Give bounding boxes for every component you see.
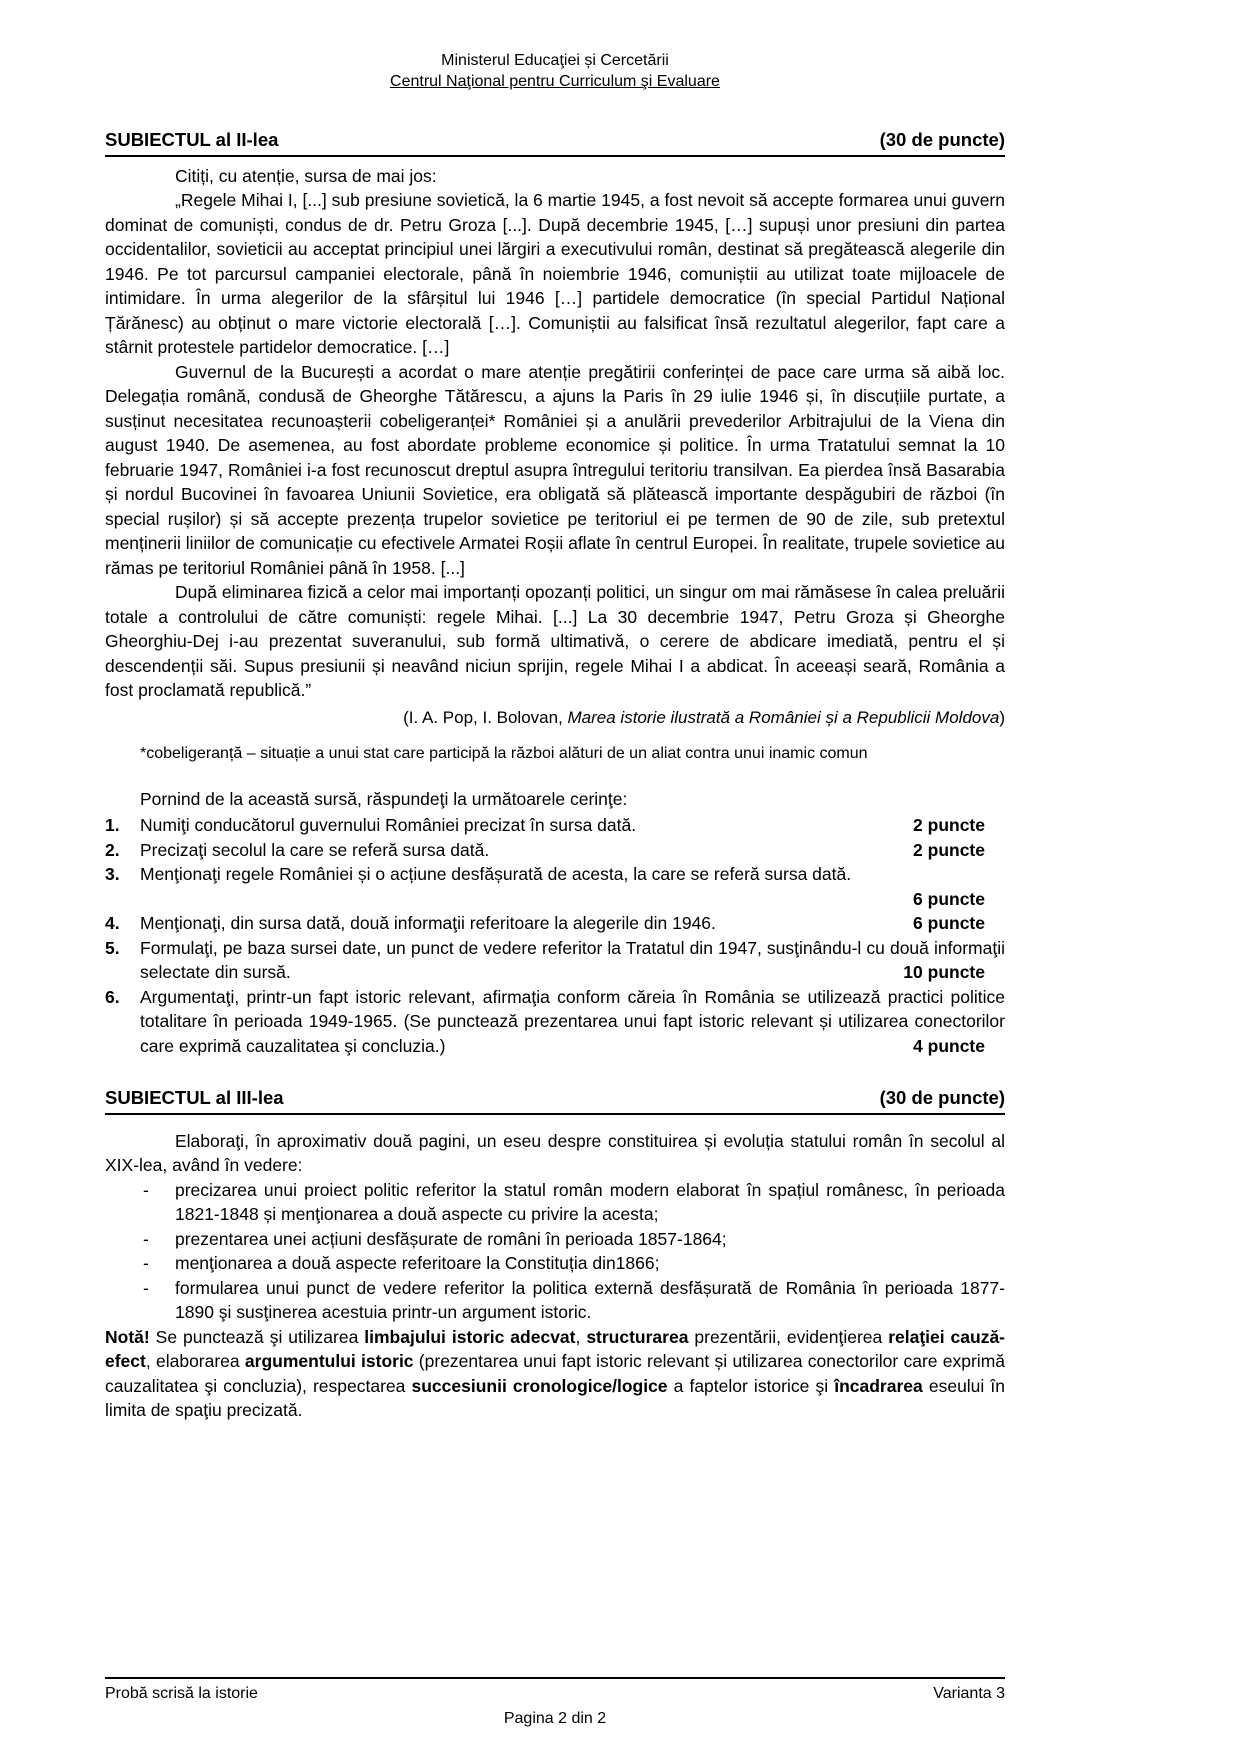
requirement-number: 6. <box>105 986 120 1007</box>
requirement-points: 2 puncte <box>913 815 985 835</box>
subject2-header <box>105 128 1005 157</box>
requirement-points: 6 puncte <box>913 913 985 933</box>
subject3-title: SUBIECTUL al III-lea <box>105 1087 284 1108</box>
requirement-body <box>140 911 1005 936</box>
requirement-text: Formulaţi, pe baza sursei date, un punct de vedere referitor la Tratatul din 1947, susţinându-l cu două informaţii selectate din sursă. <box>140 937 1005 982</box>
footer-variant: Varianta 3 <box>933 1685 1005 1702</box>
dash-glyph: - <box>143 1253 149 1273</box>
requirements-prompt: Pornind de la această sursă, răspundeţi la următoarele cerinţe: <box>140 788 628 809</box>
subject2-title: SUBIECTUL al II-lea <box>105 129 279 150</box>
center-name <box>105 71 1005 92</box>
subject3-intro: Elaboraţi, în aproximativ două pagini, un eseu despre constituirea și evoluția statului român în secolul al XIX-lea, având în vedere: <box>105 1130 1005 1175</box>
requirement-text: Numiţi conducătorul guvernului României precizat în sursa dată. <box>140 815 637 835</box>
center-name-text: Centrul Naţional pentru Curriculum şi Evaluare <box>390 73 720 90</box>
page-footer <box>105 1677 1005 1729</box>
source-paragraph-1: „Regele Mihai I, [...] sub presiune sovietică, la 6 martie 1945, a fost nevoit să accepte formarea unui guvern dominat de comuniști, condus de dr. Petru Groza [...]. După decembrie 1945, […] supuși unor presiuni din partea occidentalilor, sovieticii au acceptat principiul unei lărgiri a executivului român, destinat să pregătească alegerile din 1946. Pe tot parcursul campaniei electorale, până în noiembrie 1946, comuniștii au utilizat toate mijloacele de intimidare. În urma alegerilor de la sfârșitul lui 1946 […] partidele democratice (în special Partidul Național Țărănesc) au obținut o mare victorie electorală […]. Comuniștii au falsificat însă rezultatul alegerilor, fapt care a stârnit protestele partidelor democratice. […] <box>105 190 1005 357</box>
footer-exam-name: Probă scrisă la istorie <box>105 1685 258 1702</box>
document-header <box>105 50 1005 92</box>
subject2-intro: Citiți, cu atenție, sursa de mai jos: <box>175 165 437 186</box>
bullet-text: menţionarea a două aspecte referitoare la Constituția din1866; <box>175 1253 660 1273</box>
requirement-item-2 <box>105 838 1005 863</box>
requirement-points: 4 puncte <box>913 1035 985 1056</box>
requirement-number: 4. <box>105 913 120 933</box>
text-segment: (prezentarea unui fapt istoric relevant și utilizarea conectorilor care exprimă cauzalitatea şi concluzia), respectarea <box>105 1351 1006 1396</box>
essay-bullet-3 <box>105 1251 1005 1276</box>
requirement-number: 3. <box>105 864 120 884</box>
footnote-cobeligeranta: *cobeligeranță – situație a unui stat care participă la război alături de un aliat contra unui inamic comun <box>140 745 868 762</box>
subject3-header <box>105 1086 1005 1115</box>
text-segment: încadrarea <box>834 1375 923 1396</box>
text-segment: , elaborarea <box>145 1351 245 1371</box>
requirement-points: 6 puncte <box>913 888 985 909</box>
requirement-points-row <box>140 887 1005 912</box>
bullet-text: precizarea unui proiect politic referitor la statul român modern elaborat în spațiul românesc, în perioada 1821-1848 și menţionarea a două aspecte cu privire la acesta; <box>175 1179 1005 1224</box>
requirement-item-3 <box>105 862 1005 911</box>
essay-bullet-2 <box>105 1227 1005 1252</box>
essay-bullet-1 <box>105 1178 1005 1227</box>
bullet-text: prezentarea unei acțiuni desfășurate de români în perioada 1857-1864; <box>175 1228 727 1249</box>
requirement-points: 10 puncte <box>903 962 985 982</box>
requirement-text: Menţionaţi regele României și o acțiune desfășurată de acesta, la care se referă sursa dată. <box>140 864 852 884</box>
text-segment: Notă! <box>105 1326 150 1347</box>
source-citation <box>105 706 1005 731</box>
footer-row <box>105 1677 1005 1704</box>
text-segment: succesiunii cronologice/logice <box>411 1375 668 1396</box>
text-segment: eseului în limita de spaţiu precizată. <box>105 1375 1006 1420</box>
dash-glyph: - <box>143 1179 149 1200</box>
text-segment: relaţiei cauză-efect <box>105 1326 1006 1371</box>
essay-bullet-list <box>105 1178 1005 1325</box>
text-segment: limbajului istoric adecvat <box>364 1326 576 1347</box>
text-segment: Se punctează şi utilizarea <box>149 1326 365 1347</box>
ministry-name: Ministerul Educaţiei și Cercetării <box>441 52 669 69</box>
text-segment: ) <box>999 707 1005 727</box>
requirement-number: 1. <box>105 815 120 835</box>
text-segment: , <box>575 1326 587 1347</box>
requirement-item-6 <box>105 985 1005 1059</box>
text-segment: structurarea <box>586 1326 689 1347</box>
requirement-text: Menţionaţi, din sursa dată, două informaţii referitoare la alegerile din 1946. <box>140 913 716 933</box>
footer-page-number: Pagina 2 din 2 <box>503 1710 607 1727</box>
text-segment: (I. A. Pop, I. Bolovan, <box>403 707 568 727</box>
requirement-body <box>140 838 1005 863</box>
requirement-number: 2. <box>105 839 120 860</box>
dash-glyph: - <box>143 1228 149 1249</box>
requirement-item-1 <box>105 813 1005 838</box>
requirement-body <box>140 813 1005 838</box>
requirements-list <box>105 813 1005 1058</box>
dash-glyph: - <box>143 1277 149 1298</box>
grading-note <box>105 1325 1005 1423</box>
requirement-points: 2 puncte <box>913 839 985 860</box>
requirement-number: 5. <box>105 937 120 958</box>
source-paragraph-3: După eliminarea fizică a celor mai importanți opozanți politici, un singur om mai rămăsese în calea preluării totale a controlului de către comuniști: regele Mihai. [...] La 30 decembrie 1947, Petru Groza și Gheorghe Gheorghiu-Dej i-au prezentat suveranului, sub formă ultimativă, o cerere de abdicare imediată, pentru el și descendenții săi. Supus presiunii și neavând niciun sprijin, regele Mihai I a abdicat. În aceeași seară, România a fost proclamată republică.” <box>105 582 1005 700</box>
subject3-points: (30 de puncte) <box>879 1087 1005 1108</box>
requirement-text: Precizaţi secolul la care se referă sursa dată. <box>140 839 490 860</box>
bullet-text: formularea unui punct de vedere referitor la politica externă desfășurată de România în perioada 1877-1890 şi susţinerea acestuia printr-un argument istoric. <box>175 1277 1005 1322</box>
source-paragraph-2: Guvernul de la București a acordat o mare atenție pregătirii conferinței de pace care urma să aibă loc. Delegația română, condusă de Gheorghe Tătărescu, a ajuns la Paris în 29 iulie 1946 și, în discuțiile purtate, a susținut necesitatea recunoașterii cobeligeranței* României și a anulării prevederilor Arbitrajului de la Viena din august 1940. De asemenea, au fost abordate probleme economice și politice. În urma Tratatului semnat la 10 februarie 1947, României i-a fost recunoscut dreptul asupra întregului teritoriu transilvan. Ea pierdea însă Basarabia și nordul Bucovinei în favoarea Uniunii Sovietice, era obligată să plătească importante despăgubiri de război (în special rușilor) și să accepte prezența trupelor sovietice pe teritoriul ei pe termen de 90 de zile, sub pretextul menținerii liniilor de comunicație cu efectivele Armatei Roșii aflate în centrul Europei. În realitate, trupele sovietice au rămas pe teritoriul României până în 1958. [...] <box>105 361 1005 578</box>
requirement-item-5 <box>105 936 1005 985</box>
text-segment: Marea istorie ilustrată a României și a Republicii Moldova <box>567 707 1000 727</box>
text-segment: prezentării, evidenţierea <box>688 1326 889 1347</box>
text-segment: argumentului istoric <box>244 1351 414 1371</box>
subject2-points: (30 de puncte) <box>879 129 1005 150</box>
text-segment: a faptelor istorice şi <box>667 1375 835 1396</box>
requirement-item-4 <box>105 911 1005 936</box>
essay-bullet-4 <box>105 1276 1005 1325</box>
requirement-text: Argumentaţi, printr-un fapt istoric relevant, afirmaţia conform căreia în România se utilizează practici politice totalitare în perioada 1949-1965. (Se punctează prezentarea unui fapt istoric relevant și utilizarea conectorilor care exprimă cauzalitatea şi concluzia.) <box>140 986 1005 1056</box>
